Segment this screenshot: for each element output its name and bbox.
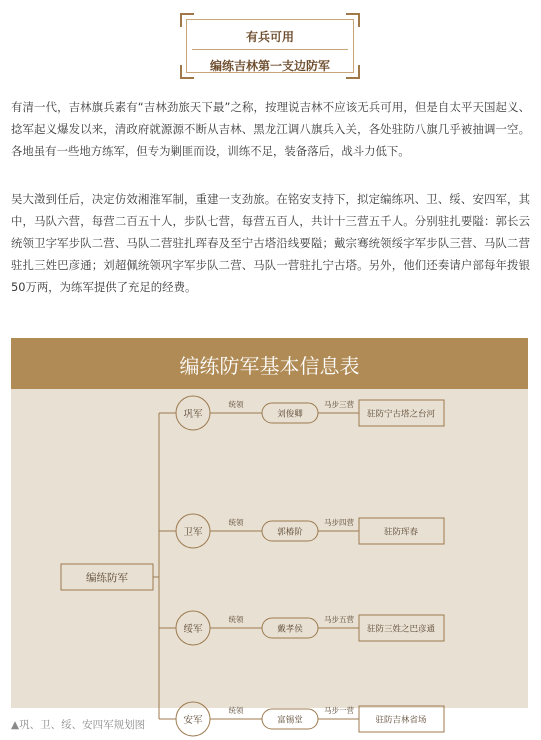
army-label: 绥军 <box>183 624 203 635</box>
paragraph-1: 有清一代，吉林旗兵素有“吉林劲旅天下最”之称，按理说吉林不应该无兵可用，但是自太平天国起义、捻军起义爆发以来，清政府就源源不断从吉林、黑龙江调八旗兵入关，各处驻防八旗几乎被抽调一空。各地虽有一些地方练军，但专为剿匪而设，训练不足，装备落后，战斗力低下。 <box>11 100 530 158</box>
command-verb-label: 统领 <box>228 615 244 624</box>
root-label: 编练防军 <box>86 572 128 584</box>
section-header <box>180 13 360 79</box>
header-divider <box>192 49 348 50</box>
army-label: 安军 <box>183 715 203 726</box>
commander-label: 刘俊卿 <box>277 409 303 420</box>
paragraph-2: 吴大澂到任后，决定仿效湘淮军制，重建一支劲旅。在铭安支持下，拟定编练巩、卫、绥、安四军，其中，马队六营，每营二百五十人，步队七营，每营五百人，共计十三营五千人。分别驻扎要隘：郭长云统领卫字军步队二营、马队二营驻扎珲春及至宁古塔沿线要隘；戴宗骞统领绥字军步队三营、马队二营驻扎三姓巴彦通；刘超佩统领巩字军步队二营、马队一营驻扎宁古塔。另外，他们还奏请户部每年拨银50万两，为练军提供了充足的经费。 <box>11 192 530 294</box>
commander-label: 郭椿阶 <box>277 527 303 538</box>
infographic-title-bar <box>11 338 528 389</box>
command-verb-label: 统领 <box>228 518 244 527</box>
infographic-title: 编练防军基本信息表 <box>179 354 360 378</box>
station-label: 驻防三姓之巴彦通 <box>366 624 436 635</box>
station-label: 驻防珲春 <box>383 527 419 538</box>
station-label: 驻防宁古塔之台河 <box>366 409 436 420</box>
header-corner-ornament <box>180 13 194 27</box>
station-label: 驻防吉林省场 <box>375 715 427 726</box>
commander-label: 戴孝侯 <box>277 624 303 635</box>
command-verb-label: 统领 <box>228 706 244 715</box>
troops-label: 马步五营 <box>324 615 354 624</box>
header-title-line1: 有兵可用 <box>245 30 294 44</box>
image-caption: ▲巩、卫、绥、安四军规划图 <box>11 719 146 731</box>
army-label: 巩军 <box>183 409 203 420</box>
header-title-line2: 编练吉林第一支边防军 <box>209 59 330 73</box>
commander-label: 富锡堂 <box>277 715 303 726</box>
troops-label: 马步一营 <box>324 706 354 715</box>
army-label: 卫军 <box>183 527 203 538</box>
header-corner-ornament <box>346 13 360 27</box>
troops-label: 马步四营 <box>324 518 354 527</box>
troops-label: 马步三营 <box>324 400 354 409</box>
command-verb-label: 统领 <box>228 400 244 409</box>
